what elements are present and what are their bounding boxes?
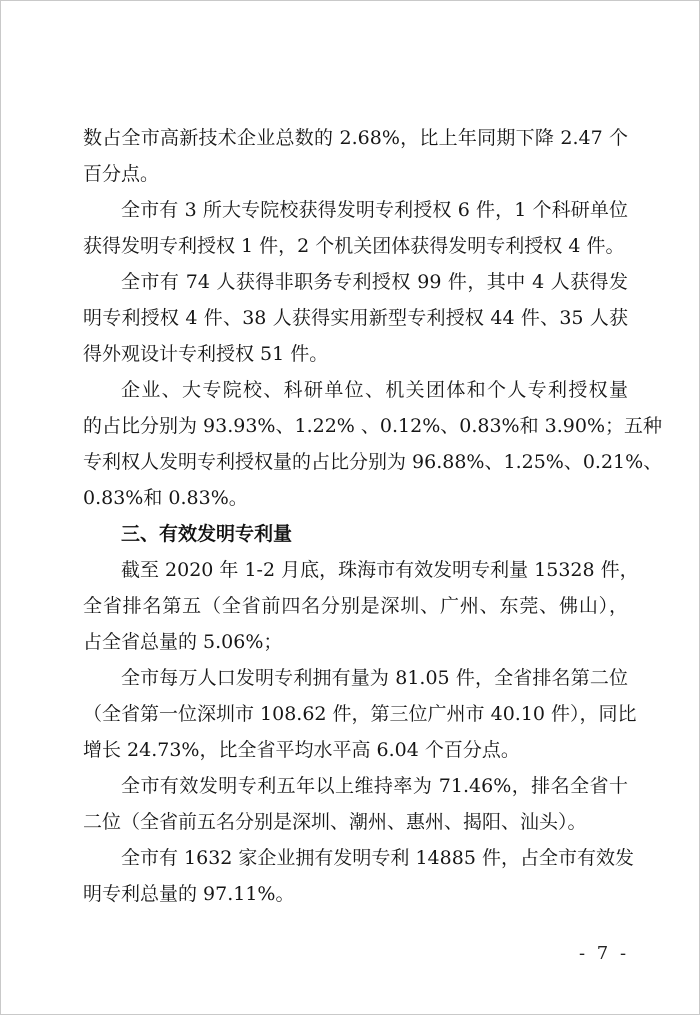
- text-line: 全市每万人口发明专利拥有量为 81.05 件，全省排名第二位: [121, 667, 628, 689]
- text-line: 获得发明专利授权 1 件，2 个机关团体获得发明专利授权 4 件。: [83, 235, 625, 257]
- text-line: 全市有 74 人获得非职务专利授权 99 件，其中 4 人获得发: [121, 271, 628, 293]
- text-line: 全省排名第五（全省前四名分别是深圳、广州、东莞、佛山），: [83, 595, 628, 617]
- text-line: 企业、大专院校、科研单位、机关团体和个人专利授权量: [121, 379, 628, 401]
- text-line: 全市有 1632 家企业拥有发明专利 14885 件，占全市有效发: [121, 847, 634, 869]
- paragraph: [83, 264, 628, 372]
- paragraph: [83, 840, 634, 912]
- paragraph: [83, 768, 628, 840]
- text-line: 得外观设计专利授权 51 件。: [83, 343, 329, 365]
- paragraph: [83, 552, 639, 660]
- text-line: 二位（全省前五名分别是深圳、潮州、惠州、揭阳、汕头）。: [83, 811, 587, 833]
- text-line: 占全省总量的 5.06%；: [83, 631, 283, 653]
- text-line: 数占全市高新技术企业总数的 2.68%，比上年同期下降 2.47 个: [83, 127, 628, 149]
- paragraph: [83, 660, 637, 768]
- section-heading: 三、有效发明专利量: [121, 523, 293, 545]
- paragraph: [83, 120, 628, 192]
- text-line: 增长 24.73%，比全省平均水平高 6.04 个百分点。: [83, 739, 520, 761]
- text-line: （全省第一位深圳市 108.62 件，第三位广州市 40.10 件），同比: [83, 703, 637, 725]
- page-number: - 7 -: [579, 943, 630, 964]
- text-line: 全市有效发明专利五年以上维持率为 71.46%，排名全省十: [121, 775, 628, 797]
- document-body: [83, 120, 663, 912]
- text-line: 百分点。: [83, 163, 160, 185]
- paragraph: [83, 372, 663, 516]
- text-line: 明专利总量的 97.11%。: [83, 883, 295, 905]
- text-line: 0.83%和 0.83%。: [83, 487, 248, 509]
- text-line: 明专利授权 4 件、38 人获得实用新型专利授权 44 件、35 人获: [83, 307, 628, 329]
- text-line: 截至 2020 年 1-2 月底，珠海市有效发明专利量 15328 件，: [121, 559, 639, 581]
- text-line: 全市有 3 所大专院校获得发明专利授权 6 件，1 个科研单位: [121, 199, 628, 221]
- text-line: 专利权人发明专利授权量的占比分别为 96.88%、1.25%、0.21%、: [83, 451, 663, 473]
- text-line: 的占比分别为 93.93%、1.22% 、0.12%、0.83%和 3.90%；五种: [83, 415, 662, 437]
- paragraph: [83, 192, 628, 264]
